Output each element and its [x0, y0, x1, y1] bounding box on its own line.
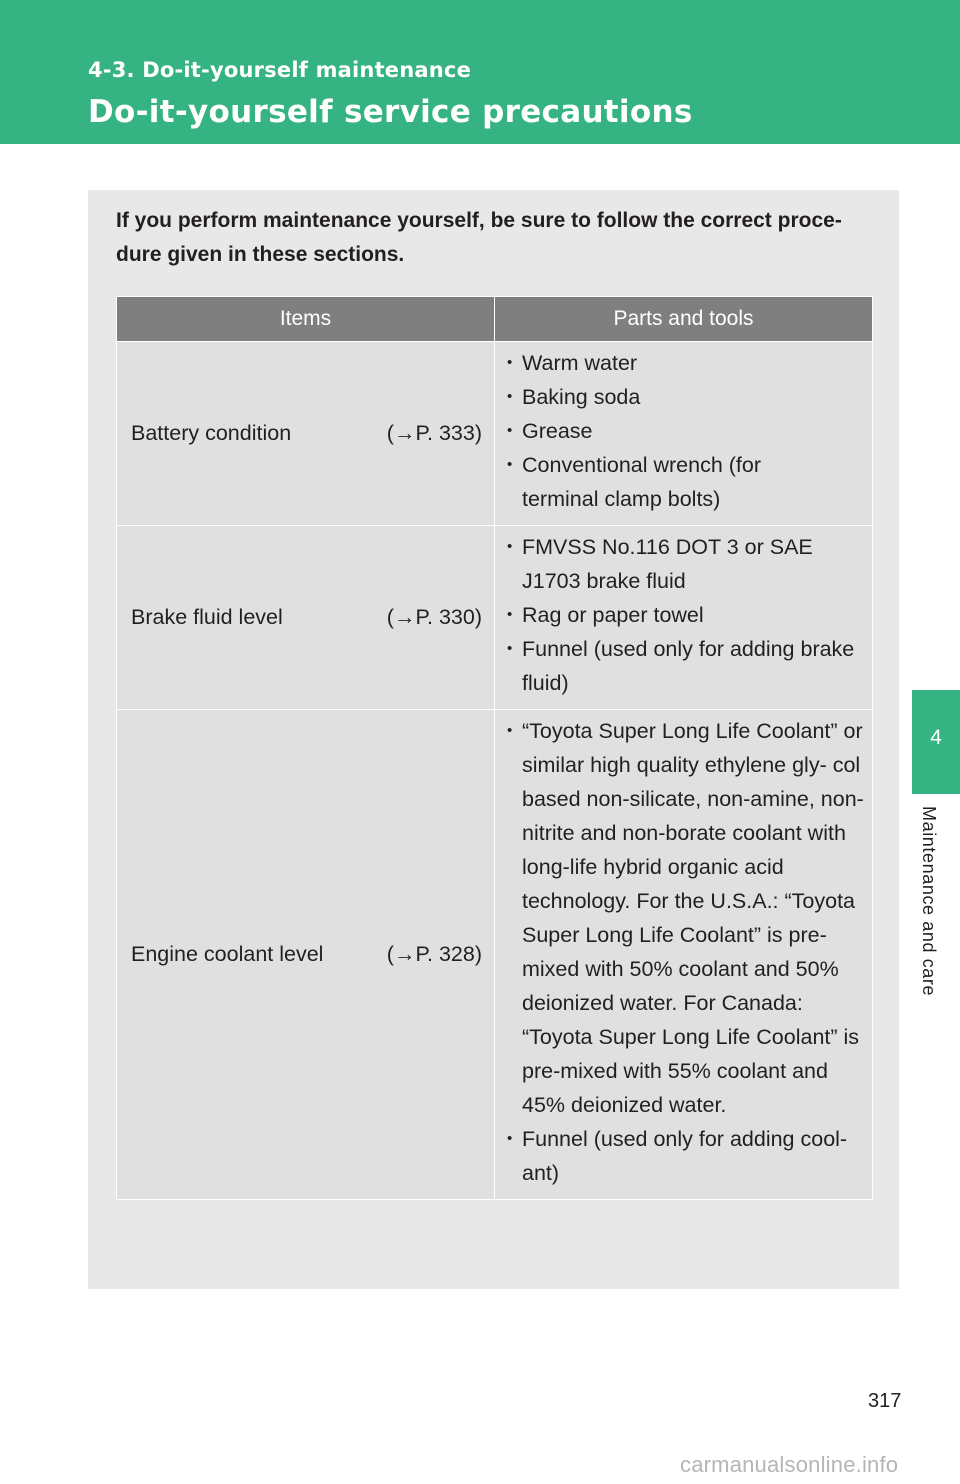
item-name: Engine coolant level: [131, 942, 324, 966]
section-label: 4-3. Do-it-yourself maintenance: [88, 58, 472, 82]
list-item: • Funnel (used only for adding brake fluid): [507, 632, 866, 700]
list-item: • Grease: [507, 414, 866, 448]
watermark: carmanualsonline.info: [680, 1452, 899, 1477]
chapter-label: Maintenance and care: [919, 806, 939, 997]
item-cell: [117, 526, 495, 710]
list-item: • Rag or paper towel: [507, 598, 866, 632]
list-item: • Warm water: [507, 346, 866, 380]
page-reference: (→P. 330): [386, 605, 482, 629]
list-item: • Conventional wrench (for terminal clamp bolts): [507, 448, 866, 516]
item-name: Battery condition: [131, 421, 292, 445]
list-item: • Baking soda: [507, 380, 866, 414]
list-item: • Funnel (used only for adding cool- ant): [507, 1122, 866, 1190]
item-cell: [117, 342, 495, 526]
page-number: 317: [868, 1390, 902, 1412]
parts-cell: [495, 710, 873, 1200]
page-reference: (→P. 333): [386, 421, 482, 445]
precautions-panel: [88, 190, 899, 1289]
table-row: [117, 526, 873, 710]
page-reference: (→P. 328): [386, 942, 482, 966]
intro-text: If you perform maintenance yourself, be sure to follow the correct proce- dure given in these sections.: [116, 209, 842, 266]
table-header-row: [117, 297, 873, 342]
parts-table: [116, 296, 873, 1200]
item-cell: [117, 710, 495, 1200]
chapter-number: 4: [930, 726, 942, 749]
page-title: Do-it-yourself service precautions: [88, 94, 693, 130]
column-header-parts: Parts and tools: [495, 297, 873, 342]
item-name: Brake fluid level: [131, 605, 283, 629]
column-header-items: Items: [117, 297, 495, 342]
table-row: [117, 710, 873, 1200]
header-bar: [0, 0, 960, 144]
parts-cell: [495, 526, 873, 710]
list-item: • FMVSS No.116 DOT 3 or SAE J1703 brake fluid: [507, 530, 866, 598]
table-row: [117, 342, 873, 526]
chapter-tab: [912, 690, 960, 794]
list-item: • “Toyota Super Long Life Coolant” or similar high quality ethylene gly- col based non-silicate, non-amine, non-nitrite and non-borate coolant with long-life hybrid organic acid technology. For the U.S.A.: “Toyota Super Long Life Coolant” is pre-mixed with 50% coolant and 50% deionized water. For Canada: “Toyota Super Long Life Coolant” is pre-mixed with 55% coolant and 45% deionized water.: [507, 714, 866, 1122]
parts-cell: [495, 342, 873, 526]
